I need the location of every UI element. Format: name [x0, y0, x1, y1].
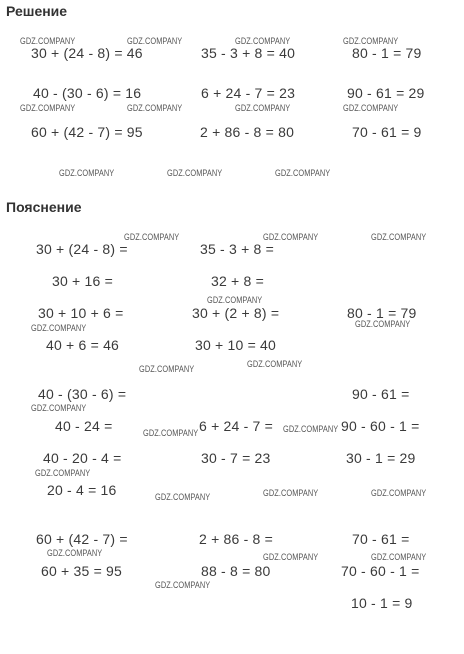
- explanation-step: 32 + 8 =: [211, 273, 264, 289]
- explanation-step: 90 - 61 =: [352, 386, 410, 402]
- watermark: GDZ.COMPANY: [20, 103, 76, 113]
- solution-equation: 30 + (24 - 8) = 46: [31, 45, 143, 61]
- explanation-step: 20 - 4 = 16: [47, 482, 117, 498]
- watermark: GDZ.COMPANY: [247, 359, 303, 369]
- solution-equation: 40 - (30 - 6) = 16: [33, 85, 142, 101]
- explanation-step: 30 - 7 = 23: [201, 450, 271, 466]
- watermark: GDZ.COMPANY: [235, 103, 291, 113]
- explanation-step: 30 + 16 =: [52, 273, 113, 289]
- watermark: GDZ.COMPANY: [371, 232, 427, 242]
- watermark: GDZ.COMPANY: [343, 36, 399, 46]
- explanation-step: 30 + (24 - 8) =: [36, 241, 128, 257]
- explanation-heading: Пояснение: [6, 199, 82, 215]
- watermark: GDZ.COMPANY: [31, 403, 87, 413]
- explanation-step: 30 - 1 = 29: [346, 450, 416, 466]
- explanation-step: 30 + 10 = 40: [195, 337, 277, 353]
- watermark: GDZ.COMPANY: [263, 232, 319, 242]
- watermark: GDZ.COMPANY: [235, 36, 291, 46]
- watermark: GDZ.COMPANY: [47, 548, 103, 558]
- explanation-step: 60 + 35 = 95: [41, 563, 123, 579]
- solution-heading: Решение: [6, 3, 68, 19]
- watermark: GDZ.COMPANY: [343, 103, 399, 113]
- explanation-step: 90 - 60 - 1 =: [341, 418, 420, 434]
- solution-equation: 90 - 61 = 29: [347, 85, 425, 101]
- watermark: GDZ.COMPANY: [143, 428, 199, 438]
- explanation-step: 70 - 61 =: [352, 531, 410, 547]
- explanation-step: 80 - 1 = 79: [347, 305, 417, 321]
- solution-equation: 35 - 3 + 8 = 40: [201, 45, 296, 61]
- watermark: GDZ.COMPANY: [263, 488, 319, 498]
- explanation-step: 40 - (30 - 6) =: [38, 386, 127, 402]
- explanation-step: 88 - 8 = 80: [201, 563, 271, 579]
- solution-equation: 6 + 24 - 7 = 23: [201, 85, 296, 101]
- watermark: GDZ.COMPANY: [127, 36, 183, 46]
- solution-equation: 60 + (42 - 7) = 95: [31, 124, 143, 140]
- watermark: GDZ.COMPANY: [371, 552, 427, 562]
- watermark: GDZ.COMPANY: [124, 232, 180, 242]
- solution-equation: 2 + 86 - 8 = 80: [200, 124, 295, 140]
- solution-equation: 70 - 61 = 9: [352, 124, 422, 140]
- watermark: GDZ.COMPANY: [20, 36, 76, 46]
- explanation-step: 10 - 1 = 9: [351, 595, 413, 611]
- explanation-step: 30 + 10 + 6 =: [38, 305, 124, 321]
- watermark: GDZ.COMPANY: [275, 168, 331, 178]
- explanation-step: 40 + 6 = 46: [46, 337, 120, 353]
- watermark: GDZ.COMPANY: [155, 492, 211, 502]
- watermark: GDZ.COMPANY: [355, 319, 411, 329]
- watermark: GDZ.COMPANY: [35, 468, 91, 478]
- explanation-step: 70 - 60 - 1 =: [341, 563, 420, 579]
- watermark: GDZ.COMPANY: [207, 295, 263, 305]
- watermark: GDZ.COMPANY: [31, 323, 87, 333]
- watermark: GDZ.COMPANY: [139, 364, 195, 374]
- explanation-step: 6 + 24 - 7 =: [199, 418, 274, 434]
- watermark: GDZ.COMPANY: [167, 168, 223, 178]
- explanation-step: 60 + (42 - 7) =: [36, 531, 128, 547]
- watermark: GDZ.COMPANY: [59, 168, 115, 178]
- explanation-step: 40 - 24 =: [55, 418, 113, 434]
- watermark: GDZ.COMPANY: [263, 552, 319, 562]
- explanation-step: 2 + 86 - 8 =: [199, 531, 274, 547]
- watermark: GDZ.COMPANY: [127, 103, 183, 113]
- watermark: GDZ.COMPANY: [283, 424, 339, 434]
- watermark: GDZ.COMPANY: [371, 488, 427, 498]
- explanation-step: 35 - 3 + 8 =: [200, 241, 275, 257]
- explanation-step: 40 - 20 - 4 =: [43, 450, 122, 466]
- solution-equation: 80 - 1 = 79: [352, 45, 422, 61]
- watermark: GDZ.COMPANY: [155, 580, 211, 590]
- explanation-step: 30 + (2 + 8) =: [192, 305, 280, 321]
